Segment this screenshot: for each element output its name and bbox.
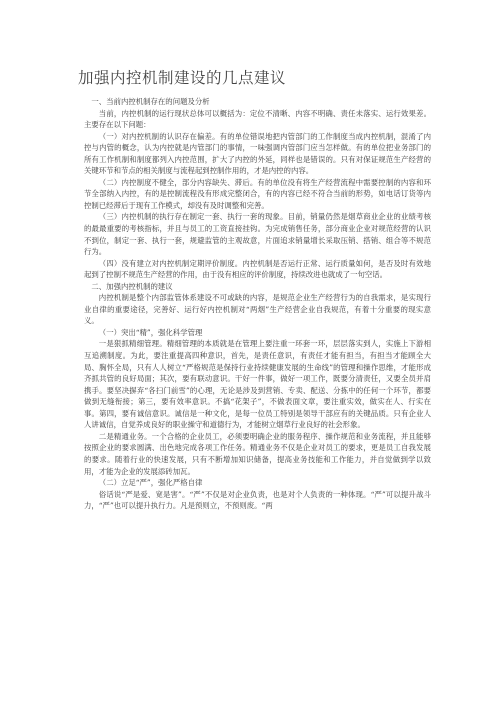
section-heading-1: 一、当前内控机制存在的问题及分析 [91,97,210,106]
paragraph-issue-2: （二）内控制度不健全，部分内容缺失、滞后。有的单位没有将生产经营流程中需要控制的内容和环节全部纳入内控，有的是控制流程没有形成完整闭合，有的内容已经不符合当前的形势，如电话订货等内控制已经滞后于现有工作模式，却没有及时调整和完善。 [84,177,431,210]
paragraph-issue-1: （一）对内控机制的认识存在偏差。有的单位错误地把内管部门的工作制度当成内控机制，混淆了内控与内管的概念，认为内控就是内管部门的事情，一味强调内管部门应当怎样做。有的单位把业务部门的所有工作机制和制度都列入内控范围，扩大了内控的外延，同样也是错误的。只有对保证规范生产经营的关键环节和节点的相关制度与流程起到控制作用的，才是内控的内容。 [84,131,431,176]
paragraph-strictness: 俗话说“严是爱、宽是害”。“严”不仅是对企业负责，也是对个人负责的一种体现。“严”可以提升战斗力，“严”也可以提升执行力。凡是预则立，不预则废。“两 [84,489,431,511]
paragraph-issue-3: （三）内控机制的执行存在制定一套、执行一套的现象。目前，销量仍然是烟草商业企业的业绩考核的最最重要的考核指标，并且与员工的工资直接挂钩。为完成销售任务，部分商业企业对规范经营的认识不到位，制定一套、执行一套，规避监管的主观故意，片面追求销量增长采取压销、搭销、组合等不规范行为。 [84,212,431,257]
document-body [84,96,431,512]
paragraph-precision-2: 二是精通业务。一个合格的企业员工，必须要明确企业的服务程序、操作规范和业务流程，并且能够按照企业的要求圆满、出色地完成各项工作任务。精通业务不仅是企业对员工的要求，更是员工自我发展的要求。随着行业的快速发展，只有不断增加知识储备，提高业务技能和工作能力，并自觉做到学以致用，才能为企业的发展添砖加瓦。 [84,431,431,476]
paragraph-intro: 当前，内控机制的运行现状总体可以概括为：定位不清晰、内容不明确、责任未落实、运行效果差。主要存在以下问题： [84,108,431,130]
paragraph-suggestion-intro: 内控机制是整个内部监管体系建设不可或缺的内容，是规范企业生产经营行为的自我需求，是实现行业自律的重要途径，完善好、运行好内控机制对“两烟”生产经营企业自我规范，有着十分重要的现实意义。 [84,293,431,326]
section-heading-2: 二、加强内控机制的建议 [91,281,173,291]
paragraph-precision-1: 一是狠抓精细管理。精细管理的本质就是在管理上要注重一环套一环，层层落实到人，实施上下游相互追溯制度。为此，要注重提高四种意识，首先，是责任意识，有责任才能有担当，有担当才能顾全大局、胸怀全局，只有人人树立“严格规范是保持行业持续健康发展的生命线”的管理和操作思维，才能形成齐抓共管的良好局面；其次，要有联动意识。干好一件事，做好一项工作，既要分清责任，又要全员并肩携手。要坚决摒弃“各扫门前雪”的心理，无论是涉及到营销、专卖、配送、分拣中的任何一个环节，都要做到无缝衔接；第三，要有效率意识。不搞“花架子”，不做表面文章，要注重实效，做实在人、行实在事。第四，要有诚信意识。诚信是一种文化，是每一位员工特别是领导干部应有的关键品质。只有企业人人讲诚信，自觉养成良好的职业操守和道德行为，才能树立烟草行业良好的社会形象。 [84,339,431,430]
document-title: 加强内控机制建设的几点建议 [78,69,287,87]
subheading-strictness: （二）立足“严”，强化严格自律 [98,478,203,488]
paragraph-issue-4: （四）没有建立对内控机制定期评价制度。内控机制是否运行正常、运行质量如何，是否及时有效地起到了控制不规范生产经营的作用，由于没有相应的评价制度，持续改进也就成了一句空话。 [84,258,431,280]
subheading-precision: （一）突出“精”，强化科学管理 [98,327,203,337]
